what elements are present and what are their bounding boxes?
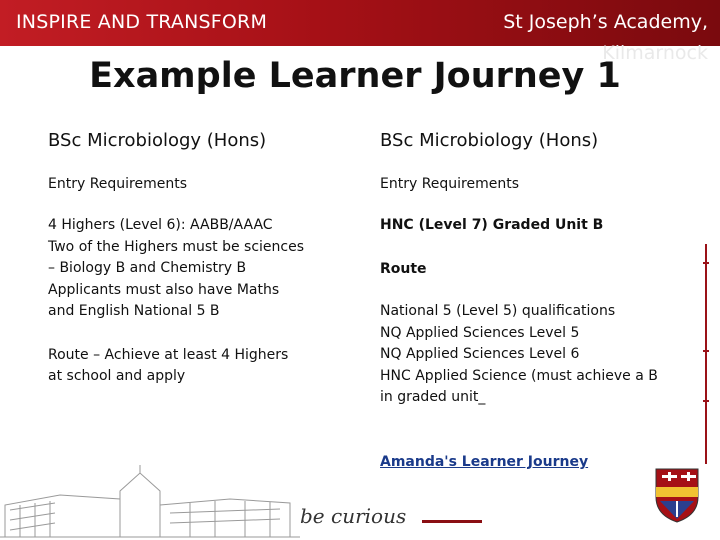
right-requirement: HNC (Level 7) Graded Unit B bbox=[380, 217, 604, 233]
route-heading: Route bbox=[380, 260, 427, 277]
school-location: Kilmarnock bbox=[602, 42, 708, 64]
school-name: St Joseph’s Academy, bbox=[503, 11, 708, 33]
edge-decoration-line bbox=[705, 244, 707, 464]
page-title: Example Learner Journey 1 bbox=[89, 56, 621, 96]
footer-slogan: be curious bbox=[300, 504, 407, 528]
footer-red-bar bbox=[422, 520, 482, 523]
left-course-title: BSc Microbiology (Hons) bbox=[48, 130, 267, 151]
left-column bbox=[48, 130, 338, 388]
edge-tick bbox=[703, 400, 709, 402]
header-banner bbox=[0, 0, 720, 46]
right-entry-heading: Entry Requirements bbox=[380, 175, 520, 192]
edge-tick bbox=[703, 262, 709, 264]
right-column bbox=[380, 130, 680, 474]
left-requirements: 4 Highers (Level 6): AABB/AAAC Two of the Highers must be sciences – Biology B and Chemistry B Applicants must also have Maths and English National 5 B bbox=[48, 217, 305, 319]
edge-tick bbox=[703, 350, 709, 352]
learner-journey-link[interactable]: Amanda's Learner Journey bbox=[380, 454, 589, 470]
left-entry-heading: Entry Requirements bbox=[48, 175, 188, 192]
school-crest-icon bbox=[654, 467, 700, 523]
left-route: Route – Achieve at least 4 Highers at school and apply bbox=[48, 346, 289, 384]
header-tagline: INSPIRE AND TRANSFORM bbox=[16, 11, 268, 33]
school-building-sketch bbox=[0, 465, 420, 540]
right-course-title: BSc Microbiology (Hons) bbox=[380, 130, 599, 151]
route-steps: National 5 (Level 5) qualifications NQ Applied Sciences Level 5 NQ Applied Sciences Level 6 HNC Applied Science (must achieve a B in graded unit_ bbox=[380, 303, 658, 405]
